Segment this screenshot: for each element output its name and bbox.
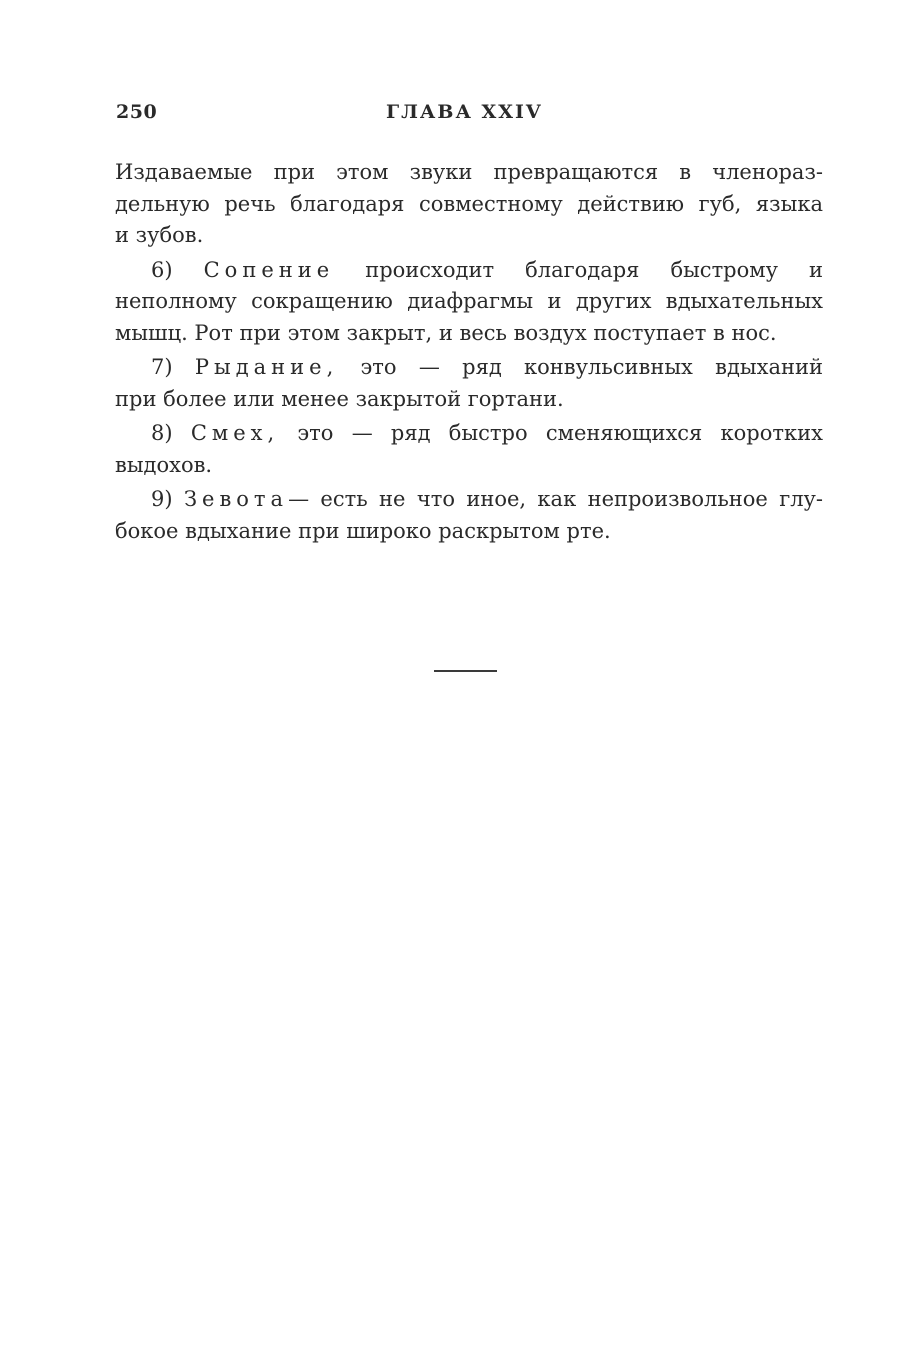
paragraph-6-snoring — [115, 255, 823, 350]
item-number: 9) — [151, 487, 173, 511]
line-text: происходит благодаря быстрому и — [365, 257, 823, 282]
chapter-end-rule — [434, 670, 497, 672]
paragraph-continuation — [115, 157, 823, 252]
line-text: это — ряд быстро сменяющихся коротких — [297, 421, 823, 445]
paragraph-9-yawning — [115, 484, 823, 547]
paragraph-8-laughter — [115, 418, 823, 481]
body-text — [115, 157, 823, 547]
page-number: 250 — [116, 101, 158, 123]
text-line: бокое вдыхание при широко раскрытом рте. — [115, 518, 611, 543]
item-number: 6) — [151, 257, 173, 282]
running-header — [116, 101, 822, 131]
paragraph-7-sobbing — [115, 352, 823, 415]
term-spaced: Смех, — [190, 421, 280, 445]
term-spaced: Рыдание, — [194, 355, 339, 379]
term-spaced: Сопение — [203, 257, 335, 282]
text-line — [115, 484, 823, 516]
line-text: это — ряд конвульсивных вдыханий — [360, 355, 823, 379]
text-line: неполному сокращению диафрагмы и других вдыхательных — [115, 289, 823, 313]
text-line: дельную речь благодаря совместному действию губ, языка — [115, 191, 823, 216]
line-text: — есть не что иное, как непроизвольное глу- — [288, 487, 823, 511]
text-line — [115, 352, 823, 384]
item-number: 7) — [151, 355, 173, 379]
text-line: мышц. Рот при этом закрыт, и весь воздух поступает в нос. — [115, 320, 777, 345]
text-line: при более или менее закрытой гортани. — [115, 386, 564, 411]
text-line — [115, 418, 823, 450]
term-spaced: Зевота — [183, 487, 289, 511]
item-number: 8) — [151, 421, 173, 445]
text-line — [115, 255, 823, 287]
text-line: выдохов. — [115, 452, 213, 477]
chapter-title: ГЛАВА XXIV — [386, 101, 543, 123]
text-line: и зубов. — [115, 223, 204, 247]
text-line: Издаваемые при этом звуки превращаются в членораз- — [115, 160, 823, 184]
